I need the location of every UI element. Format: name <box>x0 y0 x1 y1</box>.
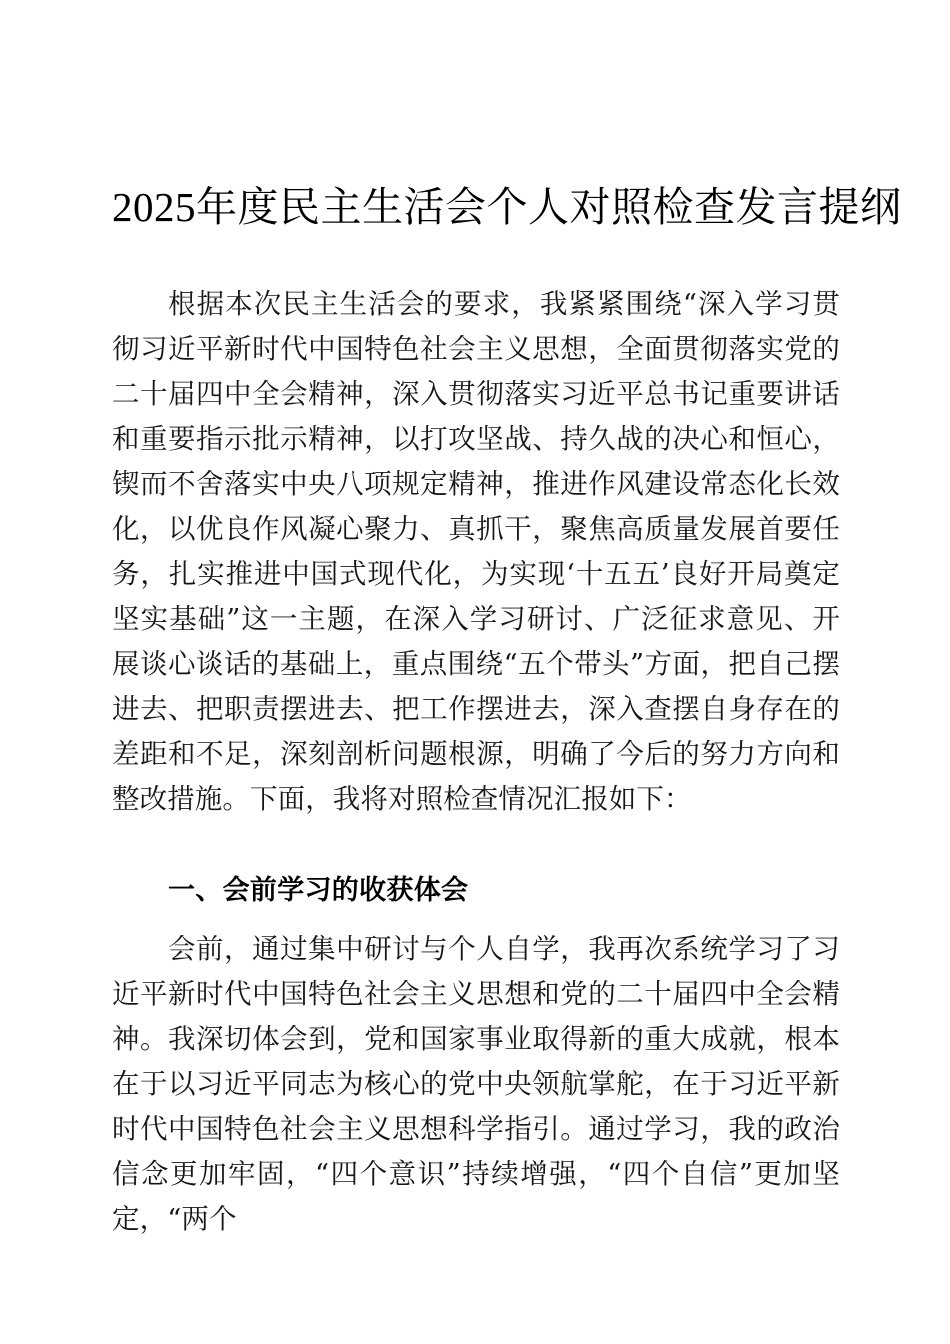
page-title: 2025年度民主生活会个人对照检查发言提纲 <box>112 184 902 230</box>
section-heading-one: 一、会前学习的收获体会 <box>168 875 469 905</box>
spacer <box>112 822 840 868</box>
opening-paragraph: 根据本次民主生活会的要求，我紧紧围绕“深入学习贯彻习近平新时代中国特色社会主义思想，全面贯彻落实党的二十届四中全会精神，深入贯彻落实习近平总书记重要讲话和重要指示批示精神，以打攻坚战、持久战的决心和恒心，锲而不舍落实中央八项规定精神，推进作风建设常态化长效化，以优良作风凝心聚力、真抓干，聚焦高质量发展首要任务，扎实推进中国式现代化，为实现‘十五五’良好开局奠定坚实基础”这一主题，在深入学习研讨、广泛征求意见、开展谈心谈话的基础上，重点围绕“五个带头”方面，把自己摆进去、把职责摆进去、把工作摆进去，深入查摆自身存在的差距和不足，深刻剖析问题根源，明确了今后的努力方向和整改措施。下面，我将对照检查情况汇报如下： <box>112 288 840 815</box>
section-one-paragraph: 会前，通过集中研讨与个人自学，我再次系统学习了习近平新时代中国特色社会主义思想和党的二十届四中全会精神。我深切体会到，党和国家事业取得新的重大成就，根本在于以习近平同志为核心的党中央领航掌舵，在于习近平新时代中国特色社会主义思想科学指引。通过学习，我的政治信念更加牢固，“四个意识”持续增强，“四个自信”更加坚定，“两个 <box>112 933 840 1235</box>
document-body <box>112 282 840 1242</box>
spacer <box>112 913 840 927</box>
